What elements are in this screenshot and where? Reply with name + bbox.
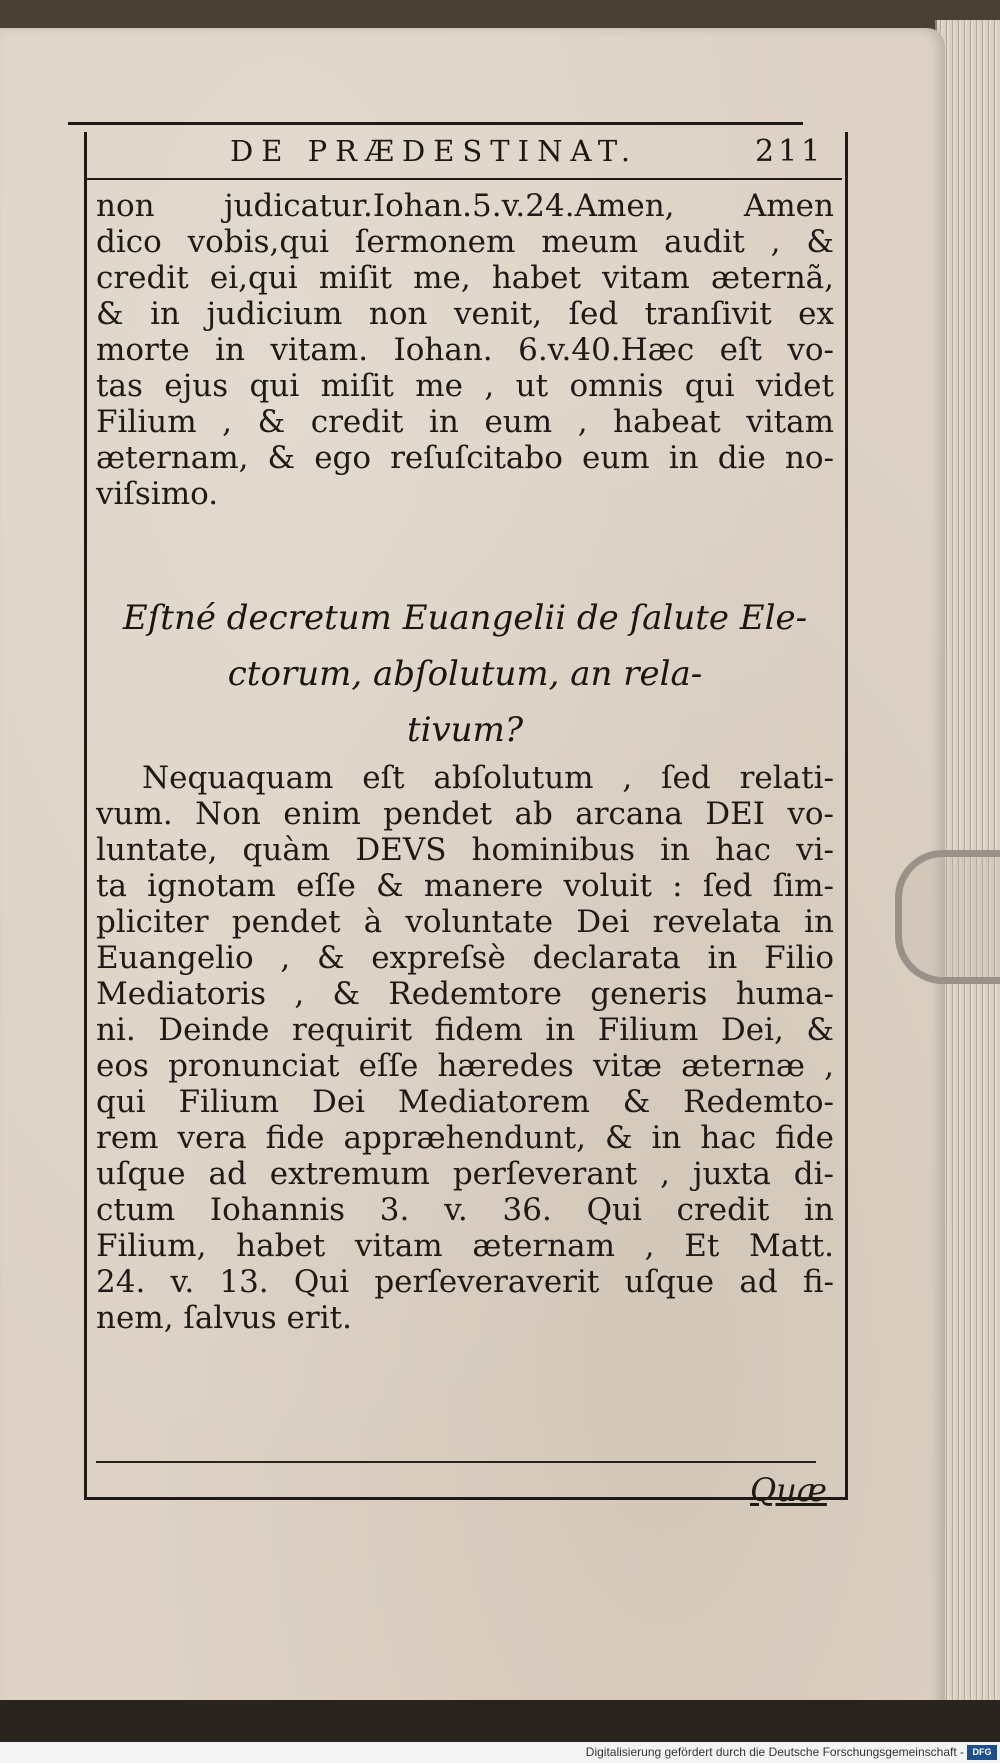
text-line: æternam, & ego reſuſcitabo eum in die no- [96, 440, 834, 476]
text-line: credit ei,qui miſit me, habet vitam æternã, [96, 260, 834, 296]
text-line: qui Filium Dei Mediatorem & Redemto- [96, 1084, 834, 1120]
text-line: nem, ſalvus erit. [96, 1300, 352, 1336]
dfg-logo: DFG [967, 1745, 997, 1760]
text-line: ni. Deinde requirit fidem in Filium Dei, & [96, 1012, 834, 1048]
text-line: luntate, quàm DEVS hominibus in hac vi- [96, 832, 834, 868]
section-heading: ctorum, abſolutum, an rela- [227, 654, 703, 694]
text-line: dico vobis,qui ſermonem meum audit , & [96, 224, 834, 260]
paper-clip [895, 850, 1000, 984]
credit-text: Digitalisierung gefördert durch die Deutsche Forschungsgemeinschaft - [585, 1745, 964, 1759]
text-line: Filium , & credit in eum , habeat vitam [96, 404, 834, 440]
top-rule [68, 122, 803, 125]
text-line: Filium, habet vitam æternam , Et Matt. [96, 1228, 834, 1264]
text-line: morte in vitam. Iohan. 6.v.40.Hæc eſt vo- [96, 332, 834, 368]
catchword: Quæ [750, 1471, 827, 1509]
text-line: vum. Non enim pendet ab arcana DEI vo- [96, 796, 834, 832]
section-heading: Eſtné decretum Euangelii de ſalute Ele- [122, 598, 808, 638]
text-line: ta ignotam eſſe & manere voluit : ſed ſim- [96, 868, 834, 904]
text-line: tas ejus qui miſit me , ut omnis qui videt [96, 368, 834, 404]
text-line: 24. v. 13. Qui perſeveraverit uſque ad fi- [96, 1264, 834, 1300]
text-line: Mediatoris , & Redemtore generis huma- [96, 976, 834, 1012]
text-line: & in judicium non venit, ſed tranſivit ex [96, 296, 834, 332]
text-line: uſque ad extremum perſeverant , juxta di- [96, 1156, 834, 1192]
running-head: DE PRÆDESTINAT. [230, 134, 639, 168]
text-line: viſsimo. [96, 476, 219, 512]
text-line: non judicatur.Iohan.5.v.24.Amen, Amen [96, 188, 834, 224]
text-line: Euangelio , & expreſsè declarata in Filio [96, 940, 834, 976]
page-number: 211 [755, 134, 825, 169]
digitization-credit [0, 1742, 1000, 1763]
text-line: Nequaquam eſt abſolutum , ſed relati- [142, 760, 834, 796]
section-heading: tivum? [406, 710, 524, 750]
text-line: pliciter pendet à voluntate Dei revelata in [96, 904, 834, 940]
text-line: ctum Iohannis 3. v. 36. Qui credit in [96, 1192, 834, 1228]
text-line: eos pronunciat eſſe hæredes vitæ æternæ , [96, 1048, 834, 1084]
bottom-rule [96, 1461, 816, 1463]
text-line: rem vera fide appræhendunt, & in hac fide [96, 1120, 834, 1156]
header-rule [84, 178, 842, 180]
